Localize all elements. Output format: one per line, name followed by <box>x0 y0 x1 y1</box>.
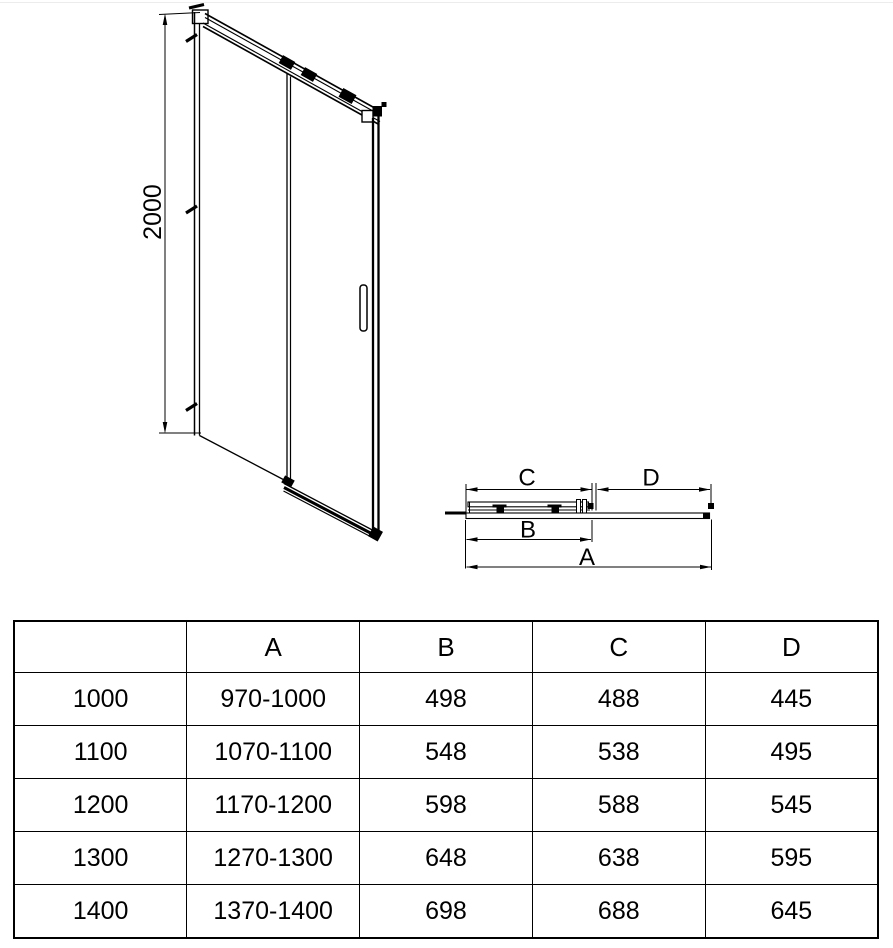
col-header-c: C <box>532 621 705 673</box>
top-track <box>203 14 387 125</box>
height-dim-label: 2000 <box>139 184 167 240</box>
table-row <box>14 779 878 832</box>
wall-flange-icon <box>445 512 466 515</box>
c-cell: 488 <box>532 673 705 726</box>
a-cell: 970-1000 <box>187 673 360 726</box>
wall-tab-icon <box>186 35 197 42</box>
a-cell: 1270-1300 <box>187 832 360 885</box>
table-header-row <box>14 621 878 673</box>
a-cell: 1370-1400 <box>187 885 360 939</box>
table-row <box>14 885 878 939</box>
arrow-down-icon <box>163 422 168 434</box>
size-cell: 1400 <box>14 885 187 939</box>
b-cell: 498 <box>360 673 533 726</box>
size-cell: 1000 <box>14 673 187 726</box>
plan-view-drawing <box>445 465 714 572</box>
col-header-d: D <box>705 621 878 673</box>
wall-tab-icon <box>186 206 197 213</box>
arrow-up-icon <box>163 14 168 26</box>
roller-plan-icon <box>493 505 507 514</box>
door-handle-icon <box>360 285 367 331</box>
dim-d-label: D <box>642 464 660 492</box>
col-header-a: A <box>187 621 360 673</box>
top-right-bracket <box>362 111 373 123</box>
seal-profile-icon <box>583 500 587 514</box>
a-cell: 1070-1100 <box>187 726 360 779</box>
b-cell: 648 <box>360 832 533 885</box>
dim-b-label: B <box>519 516 537 544</box>
dim-b <box>467 517 592 544</box>
col-header-size <box>14 621 187 673</box>
b-cell: 598 <box>360 779 533 832</box>
seal-profile-icon <box>577 500 581 514</box>
size-cell: 1100 <box>14 726 187 779</box>
wall-tab-icon <box>186 404 197 411</box>
dim-a-label: A <box>578 544 596 571</box>
d-cell: 645 <box>705 885 878 939</box>
table-row <box>14 673 878 726</box>
roller-plan-icon <box>548 505 562 514</box>
front-view-drawing <box>139 5 387 542</box>
size-cell: 1200 <box>14 779 187 832</box>
b-cell: 548 <box>360 726 533 779</box>
d-cell: 445 <box>705 673 878 726</box>
d-cell: 545 <box>705 779 878 832</box>
roller-block-icon <box>339 88 357 104</box>
c-cell: 688 <box>532 885 705 939</box>
height-dimension <box>139 13 201 434</box>
c-cell: 638 <box>532 832 705 885</box>
dim-c-label: C <box>518 464 536 492</box>
d-cell: 595 <box>705 832 878 885</box>
wall-bracket-icon <box>708 503 714 509</box>
col-header-b: B <box>360 621 533 673</box>
dim-a <box>467 544 712 571</box>
table-row <box>14 726 878 779</box>
fixed-panel-plan <box>466 513 710 519</box>
d-cell: 495 <box>705 726 878 779</box>
c-cell: 588 <box>532 779 705 832</box>
dim-d <box>598 465 711 492</box>
size-cell: 1300 <box>14 832 187 885</box>
slider-rail-plan <box>468 502 589 507</box>
roller-block-icon <box>279 55 296 70</box>
bottom-rail <box>284 484 383 542</box>
size-table <box>13 620 879 939</box>
b-cell: 698 <box>360 885 533 939</box>
a-cell: 1170-1200 <box>187 779 360 832</box>
roller-block-icon <box>301 67 318 82</box>
dim-c <box>467 465 592 492</box>
c-cell: 538 <box>532 726 705 779</box>
table-row <box>14 832 878 885</box>
